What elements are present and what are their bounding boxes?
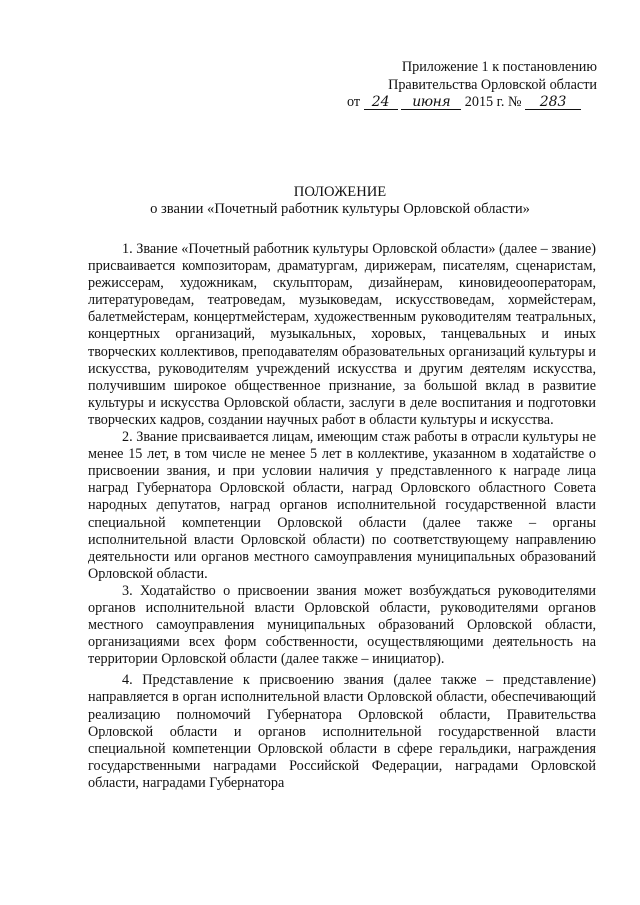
handwritten-month: июня [401,95,461,110]
date-prefix: от [347,94,361,110]
document-body [88,241,596,792]
paragraph-3: 3. Ходатайство о присвоении звания может возбуждаться руководителями органов исполнительной власти Орловской области, руководителями органов местного самоуправления муниципальных образований Орловской области, организациями всех форм собственности, осуществляющими деятельность на территории Орловской области (далее также – инициатор). [88,582,596,668]
paragraph-1: 1. Звание «Почетный работник культуры Орловской области» (далее – звание) присваивается композиторам, драматургам, дирижерам, писателям, сценаристам, режиссерам, художникам, скульпторам, дизайнерам, киновидеооператорам, литературоведам, театроведам, музыковедам, искусствоведам, хормейстерам, балетмейстерам, концертмейстерам, художественным руководителям театральных, концертных организаций, музыкальных, хоровых, танцевальных и иных творческих коллективов, преподавателям образовательных организаций культуры и искусства, руководителям учреждений искусства и другим деятелям искусства, получившим широкое общественное признание, за большой вклад в развитие культуры и искусства Орловской области, заслуги в деле воспитания и подготовки творческих кадров, создании научных работ в области культуры и искусства. [88,241,596,428]
appendix-date-line [347,94,597,112]
appendix-line-1: Приложение 1 к постановлению [401,59,597,75]
paragraph-2: 2. Звание присваивается лицам, имеющим стаж работы в отрасли культуры не менее 15 лет, в том числе не менее 5 лет в коллективе, указанном в ходатайстве о присвоении звания, и при условии наличия у представленного к награде лица наград Губернатора Орловской области, наград Орловского областного Совета народных депутатов, наград органов исполнительной государственной власти специальной компетенции Орловской области (далее также – органы исполнительной власти Орловской области) по соответствующему направлению деятельности или органов местного самоуправления муниципальных образований Орловской области. [88,429,596,582]
date-year: 2015 г. № [464,94,522,110]
handwritten-number: 283 [525,95,581,110]
paragraph-4: 4. Представление к присвоению звания (далее также – представление) направляется в орган исполнительной власти Орловской области, обеспечивающий реализацию полномочий Губернатора Орловской области, Правительства Орловской области и органов исполнительной государственной власти специальной компетенции Орловской области в сфере геральдики, награждения государственными наградами Российской Федерации, наградами Орловской области, наградами Губернатора [88,672,596,791]
handwritten-day: 24 [364,95,398,110]
appendix-header [347,59,597,112]
document-title: ПОЛОЖЕНИЕ [293,184,387,200]
appendix-line-2: Правительства Орловской области [388,76,597,93]
document-subtitle: о звании «Почетный работник культуры Орловской области» [150,201,530,217]
